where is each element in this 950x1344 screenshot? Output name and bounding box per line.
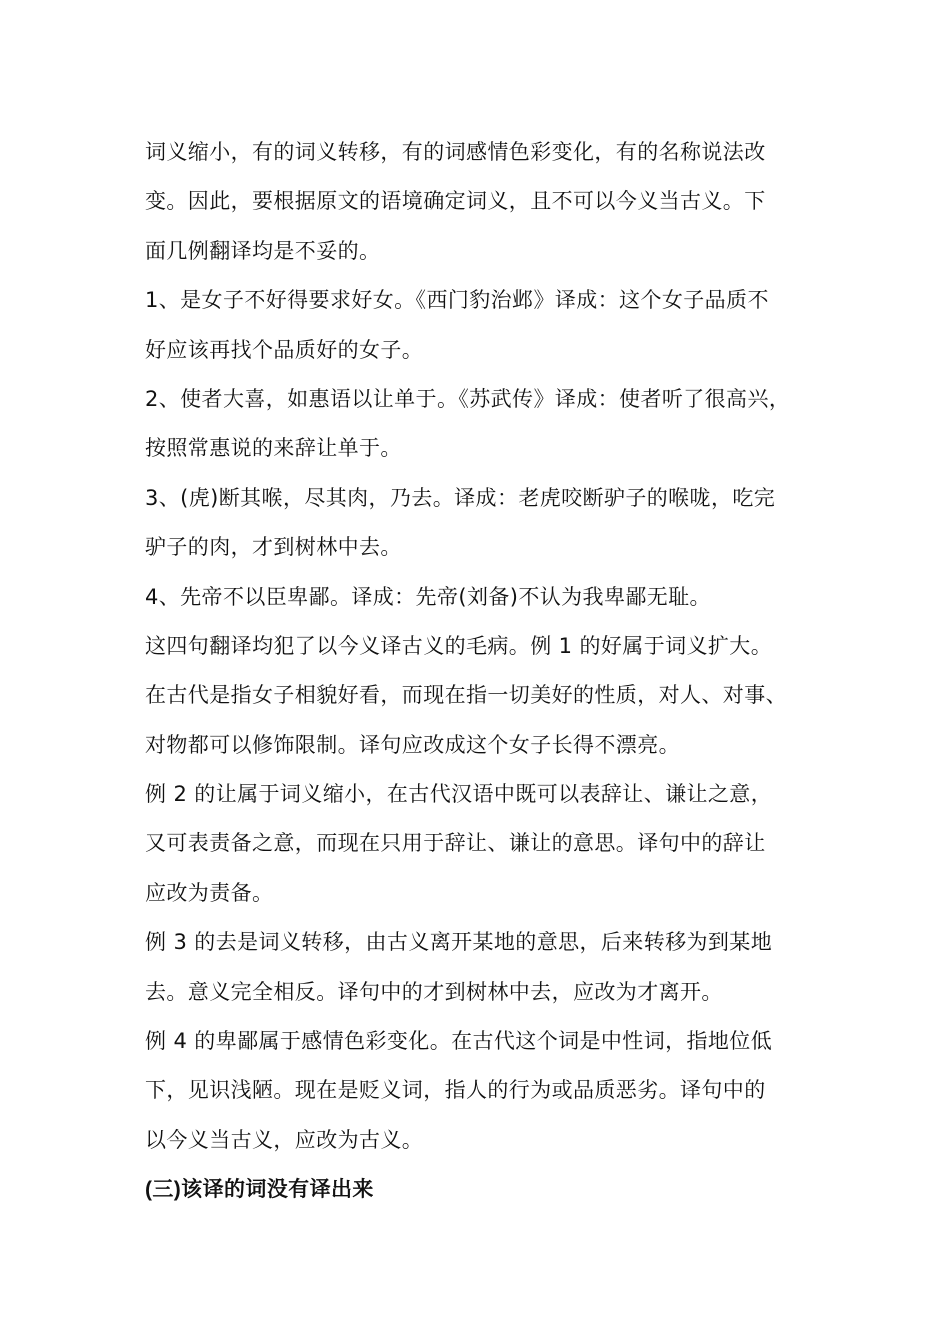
- text-line: 1、是女子不好得要求好女。《西门豹治邺》译成：这个女子品质不: [145, 288, 769, 313]
- text-line: 4、先帝不以臣卑鄙。译成：先帝(刘备)不认为我卑鄙无耻。: [145, 584, 711, 609]
- text-line: 这四句翻译均犯了以今义译古义的毛病。例 1 的好属于词义扩大。: [145, 633, 773, 658]
- text-line: 按照常惠说的来辞让单于。: [145, 436, 402, 461]
- text-line: 又可表责备之意，而现在只用于辞让、谦让的意思。译句中的辞让: [145, 831, 766, 856]
- text-line: 应改为责备。: [145, 880, 274, 905]
- text-line: 以今义当古义，应改为古义。: [145, 1127, 424, 1152]
- text-line: 2、使者大喜，如惠语以让单于。《苏武传》译成：使者听了很高兴，: [145, 386, 791, 411]
- text-line: 例 2 的让属于词义缩小，在古代汉语中既可以表辞让、谦让之意，: [145, 782, 773, 807]
- text-line: 例 4 的卑鄙属于感情色彩变化。在古代这个词是中性词，指地位低: [145, 1029, 773, 1054]
- text-line: 变。因此，要根据原文的语境确定词义，且不可以今义当古义。下: [145, 189, 766, 214]
- document-body: [145, 128, 835, 1215]
- text-line: 好应该再找个品质好的女子。: [145, 337, 424, 362]
- text-line: 下，见识浅陋。现在是贬义词，指人的行为或品质恶劣。译句中的: [145, 1078, 766, 1103]
- text-line: 3、(虎)断其喉，尽其肉，乃去。译成：老虎咬断驴子的喉咙，吃完: [145, 485, 776, 510]
- text-line: 在古代是指女子相貌好看，而现在指一切美好的性质，对人、对事、: [145, 683, 787, 708]
- text-line: 面几例翻译均是不妥的。: [145, 238, 381, 263]
- text-line: 词义缩小，有的词义转移，有的词感情色彩变化，有的名称说法改: [145, 140, 766, 164]
- text-line: 例 3 的去是词义转移，由古义离开某地的意思，后来转移为到某地: [145, 930, 773, 955]
- section-heading: (三)该译的词没有译出来: [145, 1178, 374, 1202]
- text-line: 对物都可以修饰限制。译句应改成这个女子长得不漂亮。: [145, 732, 680, 757]
- text-line: 驴子的肉，才到树林中去。: [145, 535, 402, 560]
- text-line: 去。意义完全相反。译句中的才到树林中去，应改为才离开。: [145, 979, 723, 1004]
